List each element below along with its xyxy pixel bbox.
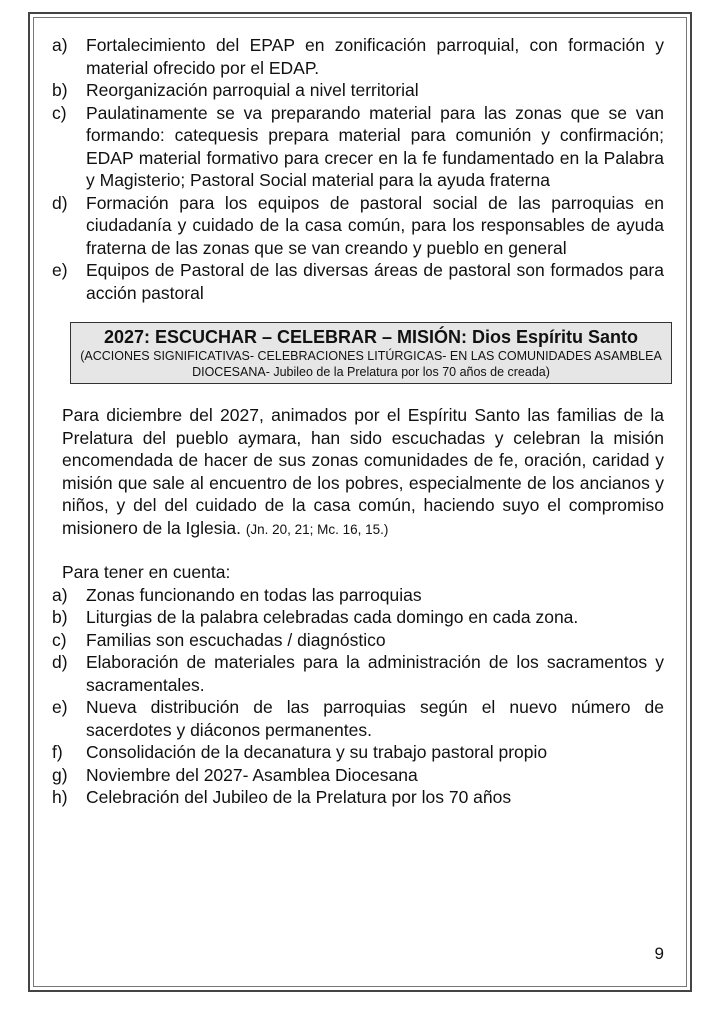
list-item — [52, 79, 664, 102]
list-item-text: Equipos de Pastoral de las diversas áreas de pastoral son formados para acción pastoral — [86, 260, 664, 303]
list-item — [52, 192, 664, 260]
paragraph-text: Para diciembre del 2027, animados por el Espíritu Santo las familias de la Prelatura del pueblo aymara, han sido escuchadas y celebran la misión encomendada de hacer de sus zonas comunidades de fe, oración, caridad y misión que sale al encuentro de los pobres, especialmente de los ancianos y niños, y del del cuidado de la casa común, haciendo suyo el compromiso misionero de la Iglesia. — [62, 405, 664, 538]
banner-subtitle: (ACCIONES SIGNIFICATIVAS- CELEBRACIONES LITÚRGICAS- EN LAS COMUNIDADES ASAMBLEA DIOCESANA- Jubileo de la Prelatura por los 70 años de creada) — [80, 349, 662, 379]
list-item — [52, 34, 664, 79]
list-item-text: Liturgias de la palabra celebradas cada domingo en cada zona. — [86, 607, 579, 627]
list-item — [52, 102, 664, 192]
list-marker: c) — [52, 102, 67, 123]
list-item-text: Reorganización parroquial a nivel territorial — [86, 80, 419, 100]
top-list — [52, 34, 664, 304]
list-marker: h) — [52, 787, 68, 807]
list-item-text: Fortalecimiento del EPAP en zonificación parroquial, con formación y material ofrecido por el EDAP. — [86, 35, 664, 78]
section-banner — [70, 322, 672, 384]
objective-paragraph — [62, 404, 664, 541]
list-item-text: Familias son escuchadas / diagnóstico — [86, 629, 386, 650]
list-item — [52, 651, 664, 696]
list-marker: e) — [52, 260, 68, 280]
bottom-list — [52, 584, 664, 809]
list-item-text: Zonas funcionando en todas las parroquias — [86, 584, 422, 605]
list-item-text: Elaboración de materiales para la administración de los sacramentos y sacramentales. — [86, 652, 664, 695]
list-marker: g) — [52, 764, 68, 785]
list-item — [52, 629, 664, 652]
list-item-text: Formación para los equipos de pastoral social de las parroquias en ciudadanía y cuidado de la casa común, para los responsables de ayuda fraterna de las zonas que se van creando y pueblo en general — [86, 192, 664, 258]
list-item — [52, 696, 664, 741]
list-item — [52, 786, 664, 809]
bible-reference: (Jn. 20, 21; Mc. 16, 15.) — [245, 521, 389, 537]
notes-heading: Para tener en cuenta: — [62, 562, 231, 582]
list-marker: d) — [52, 192, 68, 213]
list-item — [52, 764, 664, 787]
list-item-text: Nueva distribución de las parroquias según el nuevo número de sacerdotes y diáconos permanentes. — [86, 697, 664, 740]
page-number: 9 — [654, 944, 664, 963]
list-item-text: Consolidación de la decanatura y su trabajo pastoral propio — [86, 742, 548, 762]
banner-title: 2027: ESCUCHAR – CELEBRAR – MISIÓN: Dios Espíritu Santo — [103, 327, 639, 347]
list-marker: b) — [52, 80, 68, 100]
list-item — [52, 584, 664, 607]
list-item — [52, 741, 664, 764]
list-marker: f) — [52, 742, 63, 762]
list-marker: d) — [52, 652, 68, 672]
list-item — [52, 606, 664, 629]
list-marker: e) — [52, 697, 68, 717]
list-marker: a) — [52, 584, 68, 605]
list-marker: a) — [52, 35, 68, 55]
list-item-text: Paulatinamente se va preparando material para las zonas que se van formando: catequesis prepara material para comunión y confirmación; EDAP material formativo para crecer en la fe fundamentado en la Palabra y Magisterio; Pastoral Social material para la ayuda fraterna — [86, 102, 664, 190]
list-item — [52, 259, 664, 304]
page-content — [52, 34, 664, 809]
list-marker: b) — [52, 607, 68, 627]
list-marker: c) — [52, 629, 67, 650]
list-item-text: Celebración del Jubileo de la Prelatura por los 70 años — [86, 787, 512, 807]
list-item-text: Noviembre del 2027- Asamblea Diocesana — [86, 764, 418, 785]
